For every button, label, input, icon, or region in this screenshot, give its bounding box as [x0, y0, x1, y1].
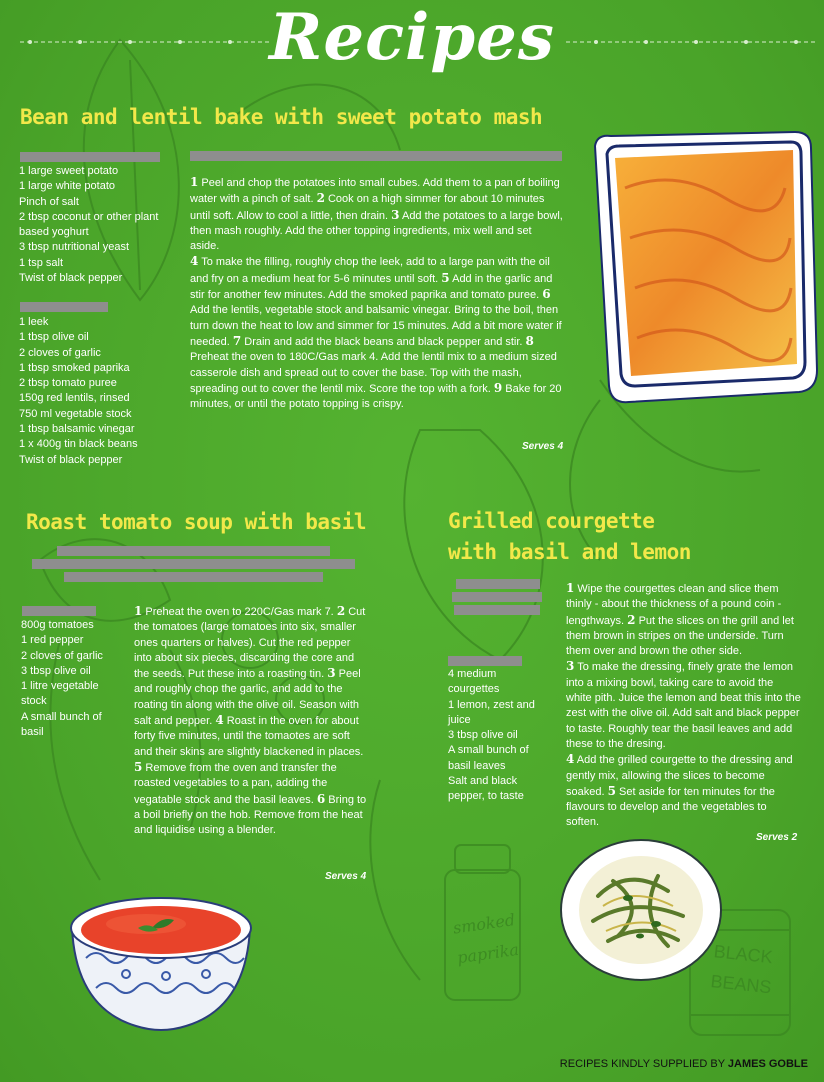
step-number: 5: [607, 783, 616, 798]
step-number: 2: [316, 191, 325, 206]
ingredient: A small bunch of: [448, 744, 529, 757]
ingredient: based yoghurt: [19, 226, 89, 239]
step-text: Add the grilled courgette to the dressing and gently mix, allowing the slices to become soaked.: [566, 754, 793, 798]
recipe1-filling-ingredients: [19, 315, 189, 468]
ingredient: 2 cloves of garlic: [19, 346, 101, 359]
step-number: 6: [542, 287, 551, 302]
redacted-heading-bar: [57, 546, 330, 556]
recipe1-serves: Serves 4: [522, 441, 564, 452]
ingredient: Salt and black: [448, 775, 518, 788]
courgette-plate-illustration: [558, 836, 724, 984]
redacted-heading-bar: [454, 605, 540, 615]
recipe3-title-line1: Grilled courgette: [448, 509, 655, 533]
recipe3-ingredients: [448, 667, 558, 805]
step-number: 5: [441, 270, 450, 285]
ingredient: 2 tbsp coconut or other plant: [19, 210, 159, 223]
redacted-heading-bar: [452, 592, 542, 602]
recipe3-serves: Serves 2: [756, 832, 798, 843]
redacted-heading-bar: [448, 656, 522, 666]
redacted-heading-bar: [22, 606, 96, 616]
recipe3-method: [566, 581, 802, 831]
step-number: 3: [327, 666, 336, 681]
ingredient: 750 ml vegetable stock: [19, 407, 132, 420]
step-text: Bring to a boil briefly on the hob. Remove from the heat and liquidise using a blender.: [134, 793, 367, 837]
ingredient: A small bunch of: [21, 710, 102, 723]
step-number: 2: [336, 604, 346, 618]
ingredient: 1 tbsp smoked paprika: [19, 361, 130, 374]
can-label-line1: BLACK: [712, 941, 774, 968]
ingredient: 3 tbsp olive oil: [21, 664, 91, 677]
redacted-heading-bar: [456, 579, 540, 589]
ingredient: 2 cloves of garlic: [21, 649, 103, 662]
ingredient: 1 x 400g tin black beans: [19, 438, 138, 451]
step-text: Drain and add the black beans and black pepper and stir.: [241, 335, 526, 348]
credit-prefix: RECIPES KINDLY SUPPLIED BY: [559, 1058, 728, 1070]
step-text: Remove from the oven and transfer the roasted vegetables to a pan, adding the vegatable stock and the basil leaves.: [134, 761, 337, 806]
step-number: 6: [316, 791, 326, 806]
redacted-heading-bar: [190, 151, 562, 161]
ingredient: 1 leek: [19, 316, 49, 328]
ingredient: courgettes: [448, 683, 500, 696]
ingredient: 1 large sweet potato: [19, 165, 119, 177]
step-text: Add the lentils, vegetable stock and balsamic vinegar. Bring to the boil, then turn down the heat to low and simmer for 15 minutes. Add a bit more water if needed.: [190, 304, 562, 348]
step-number: 1: [134, 604, 143, 618]
ingredient: 1 tbsp olive oil: [19, 331, 89, 344]
recipe2-method: [134, 604, 370, 838]
recipe2-ingredients: [21, 618, 131, 740]
ingredient: 3 tbsp olive oil: [448, 729, 518, 742]
step-number: 2: [627, 612, 636, 627]
ingredient: Twist of black pepper: [19, 453, 123, 466]
step-number: 4: [190, 254, 199, 269]
soup-bowl-illustration: [66, 878, 256, 1038]
step-number: 1: [190, 175, 199, 189]
casserole-dish-illustration: [585, 128, 820, 408]
recipe1-title: Bean and lentil bake with sweet potato mash: [20, 105, 543, 129]
credit-line: [560, 1058, 808, 1070]
page-title: Recipes: [269, 0, 555, 75]
ingredient: 3 tbsp nutritional yeast: [19, 241, 130, 254]
recipe3-title-line2: with basil and lemon: [448, 540, 691, 564]
ingredient: Twist of black pepper: [19, 272, 123, 285]
ingredient: 2 tbsp tomato puree: [19, 377, 117, 390]
recipe1-method: [190, 175, 564, 412]
ingredient: pepper, to taste: [448, 790, 524, 803]
ingredient: 1 large white potato: [19, 180, 116, 193]
recipe2-title: Roast tomato soup with basil: [26, 510, 367, 534]
ingredient: 1 red pepper: [21, 634, 84, 647]
step-number: 8: [525, 333, 534, 348]
step-number: 4: [566, 752, 575, 767]
ingredient: 800g tomatoes: [21, 619, 94, 631]
step-number: 3: [566, 659, 575, 674]
ingredient: Pinch of salt: [19, 195, 79, 208]
ingredient: 4 medium: [448, 668, 497, 680]
redacted-heading-bar: [20, 152, 160, 162]
recipe2-serves: Serves 4: [325, 871, 367, 882]
ingredient: 1 litre vegetable: [21, 680, 99, 693]
ingredient: 150g red lentils, rinsed: [19, 392, 130, 405]
ingredient: stock: [21, 695, 47, 708]
ingredient: basil leaves: [448, 759, 506, 772]
ingredient: 1 tsp salt: [19, 256, 64, 269]
step-text: Add in the garlic and stir for another few minutes. Add the smoked paprika and tomato puree.: [190, 272, 553, 302]
jar-label-line1: smoked: [451, 910, 517, 938]
step-text: Cook on a high simmer for about 10 minutes until soft. Allow to cool a little, then drain.: [190, 193, 545, 222]
step-number: 5: [134, 759, 143, 774]
recipe1-topping-ingredients: [19, 164, 189, 286]
step-number: 3: [391, 207, 400, 222]
credit-name: JAMES GOBLE: [727, 1058, 808, 1070]
ingredient: juice: [448, 713, 471, 726]
redacted-heading-bar: [20, 302, 108, 312]
step-number: 1: [566, 581, 575, 595]
ingredient: basil: [21, 726, 44, 739]
step-text: Put the slices on the grill and let them brown in stripes on the underside. Turn them over and brown the other side.: [566, 614, 794, 658]
can-label-line2: BEANS: [709, 971, 773, 998]
ingredient: 1 lemon, zest and: [448, 698, 535, 711]
ingredient: 1 tbsp balsamic vinegar: [19, 423, 135, 436]
step-number: 7: [232, 333, 242, 348]
step-number: 9: [493, 380, 503, 395]
jar-label-line2: paprika: [455, 939, 521, 968]
redacted-heading-bar: [32, 559, 355, 569]
step-text: Peel and chop the potatoes into small cubes. Add them to a pan of boiling water with a pinch of salt.: [190, 177, 560, 206]
step-text: Cut the tomatoes (large tomatoes into six, smaller ones quarters or halves). Cut the red pepper into about six pieces, discarding the core and the seeds. Put these into a roasting tin.: [134, 606, 366, 681]
step-text: To make the filling, roughly chop the leek, add to a large pan with the oil and fry on a medium heat for 5-6 minutes until soft.: [190, 256, 550, 285]
step-text: Roast in the oven for about forty five minutes, until the tomaotes are soft and their skins are slightly blackened in places.: [134, 715, 364, 758]
redacted-heading-bar: [64, 572, 323, 582]
step-text: To make the dressing, finely grate the lemon into a mixing bowl, taking care to avoid the white pith. Juice the lemon and beat this into the zest with the olive oil. Add salt and black pepper to taste. Roughly tear the basil leaves and add these to the dresing.: [566, 661, 801, 750]
step-text: Preheat the oven to 180C/Gas mark 4. Add the lentil mix to a medium sized casserole dish and spread out to cover the base. Top with the mash, spreading out to cover the lentil mix. Score the top with a fork.: [190, 351, 557, 395]
step-text: Wipe the courgettes clean and slice them thinly - about the thickness of a pound coin - lengthways.: [566, 583, 782, 627]
step-text: Set aside for ten minutes for the flavours to develop and the vegetables to soften.: [566, 785, 775, 829]
step-number: 4: [215, 713, 224, 728]
step-text: Peel and roughly chop the garlic, and add to the roating tin along with the olive oil. Season with salt and pepper.: [134, 668, 361, 728]
step-text: Preheat the oven to 220C/Gas mark 7.: [142, 606, 337, 618]
step-text: Add the potatoes to a large bowl, then mash roughly. Add the other topping ingredients, mix well and set aside.: [190, 209, 563, 253]
step-text: Bake for 20 minutes, or until the potato topping is crispy.: [190, 382, 562, 411]
